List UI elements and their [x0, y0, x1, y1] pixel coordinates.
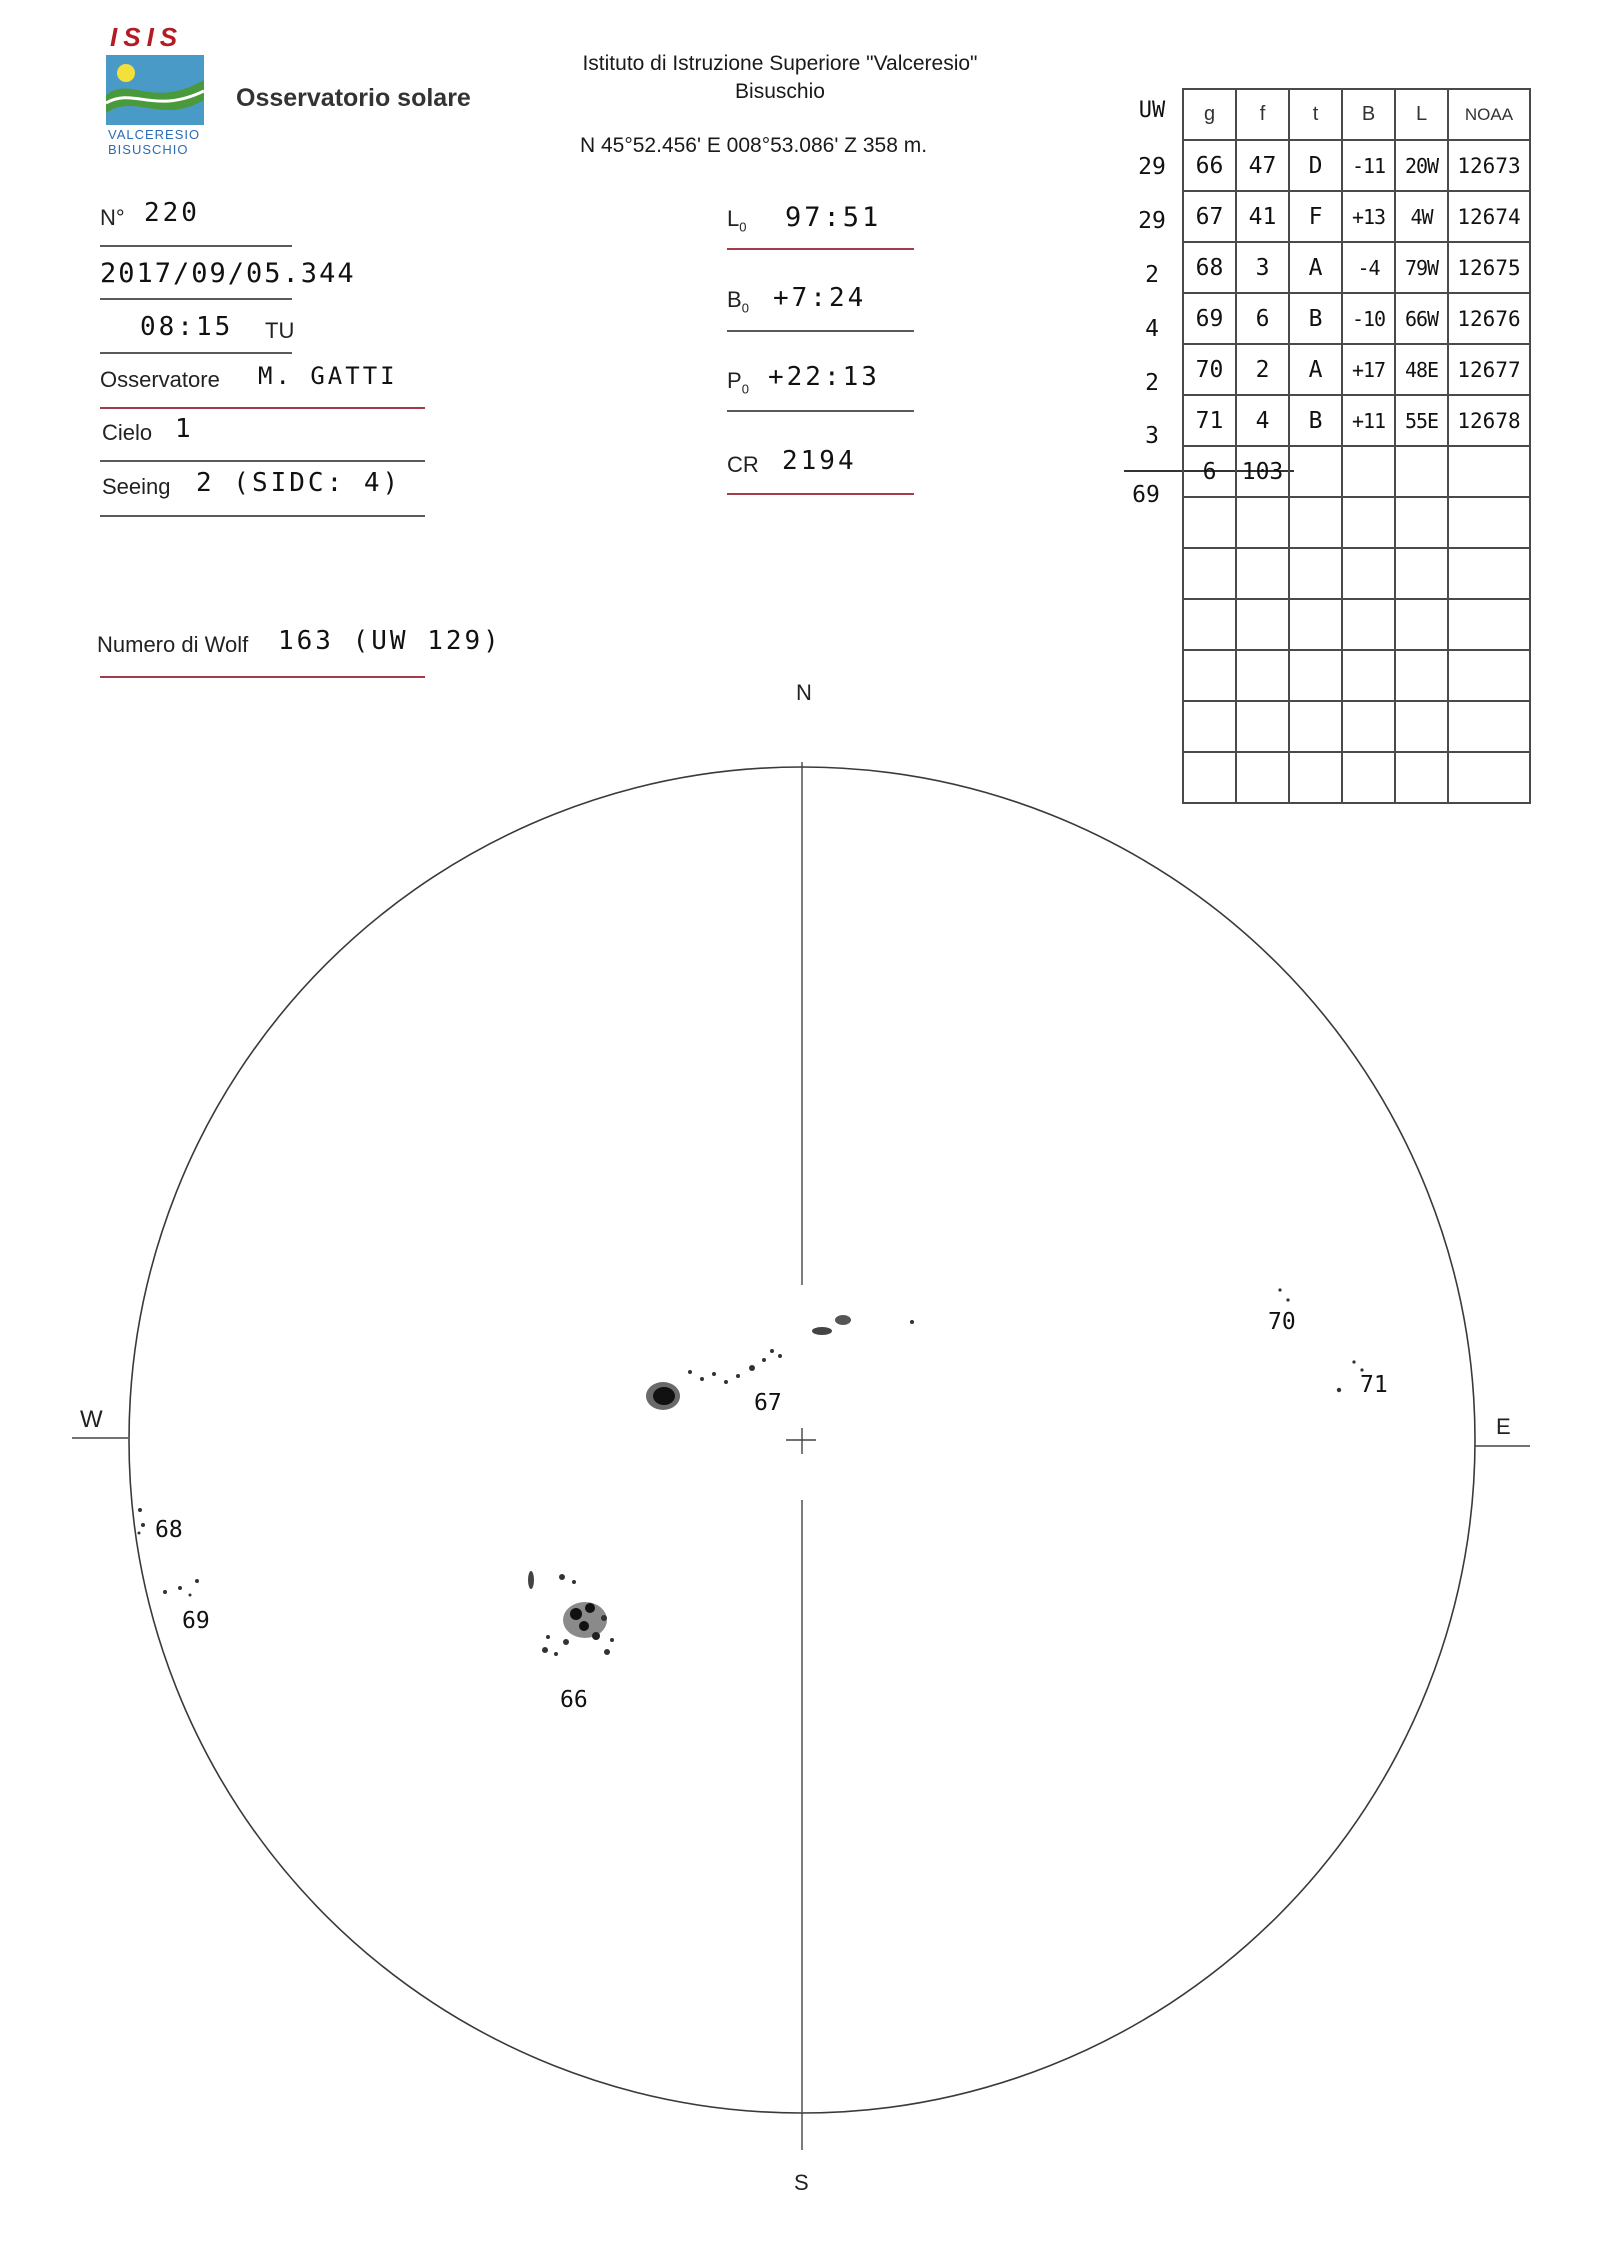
cell-noaa: 12675	[1448, 242, 1530, 293]
observer-label: Osservatore	[100, 367, 220, 392]
cell-t: A	[1289, 344, 1342, 395]
sunspot-umbra	[585, 1603, 595, 1613]
cell-t: D	[1289, 140, 1342, 191]
cell-b: -4	[1342, 242, 1395, 293]
cell-l: 20W	[1395, 140, 1448, 191]
sunspot	[601, 1615, 607, 1621]
sunspot	[554, 1652, 558, 1656]
cell-noaa: 12677	[1448, 344, 1530, 395]
cell-noaa: 12674	[1448, 191, 1530, 242]
group-label-66: 66	[560, 1687, 588, 1713]
sunspot	[542, 1647, 548, 1653]
logo-caption-line1: VALCERESIO	[108, 127, 201, 142]
uw-value: 4	[1145, 316, 1159, 342]
p0-label: $P_0$	[727, 368, 749, 397]
logo-caption-line2: BISUSCHIO	[108, 142, 189, 157]
page-title: Osservatorio solare	[236, 84, 471, 112]
time-unit: TU	[265, 318, 295, 343]
institute-location: Bisuschio	[735, 80, 825, 103]
sunspot	[546, 1635, 550, 1639]
column-header: t	[1289, 89, 1342, 140]
column-header: NOAA	[1448, 89, 1530, 140]
sunspot	[778, 1354, 782, 1358]
sunspot	[189, 1594, 192, 1597]
cell-g: 67	[1183, 191, 1236, 242]
cell-f: 6	[1236, 293, 1289, 344]
sunspot-group-69	[163, 1579, 199, 1597]
sunspot-umbra	[592, 1632, 600, 1640]
sunspot	[1337, 1388, 1341, 1392]
cell-f: 4	[1236, 395, 1289, 446]
sunspot	[559, 1574, 565, 1580]
column-header: g	[1183, 89, 1236, 140]
b0-label: $B_0$	[727, 287, 749, 316]
south-label: S	[794, 2170, 809, 2195]
observer-name: M. GATTI	[258, 362, 398, 390]
sunspot-umbra	[570, 1608, 582, 1620]
cell-f: 41	[1236, 191, 1289, 242]
carrington-rotation: 2194	[782, 446, 857, 476]
cell-b: +17	[1342, 344, 1395, 395]
wolf-label: Numero di Wolf	[97, 632, 249, 657]
p0-value: +22:13	[768, 362, 880, 392]
column-header: B	[1342, 89, 1395, 140]
uw-value: 29	[1138, 208, 1166, 234]
column-header: f	[1236, 89, 1289, 140]
uw-header: UW	[1138, 98, 1166, 123]
sunspot	[1352, 1360, 1355, 1363]
sunspot-umbra	[579, 1621, 589, 1631]
uw-value: 2	[1145, 370, 1159, 396]
sunspot-group-66	[528, 1571, 614, 1656]
institute-name: Istituto di Istruzione Superiore "Valceresio"	[582, 52, 978, 75]
total-f: 103	[1236, 446, 1289, 497]
sunspot	[835, 1315, 851, 1325]
cell-f: 2	[1236, 344, 1289, 395]
cell-b: +11	[1342, 395, 1395, 446]
sunspot	[528, 1571, 534, 1589]
uw-value: 3	[1145, 423, 1159, 449]
observation-number: 220	[144, 198, 200, 228]
group-label-69: 69	[182, 1608, 210, 1634]
uw-value: 2	[1145, 262, 1159, 288]
sunspot	[141, 1523, 145, 1527]
sunspot-umbra	[653, 1387, 675, 1405]
cell-f: 3	[1236, 242, 1289, 293]
cell-g: 71	[1183, 395, 1236, 446]
sunspot	[572, 1580, 576, 1584]
sunspot-penumbra	[563, 1602, 607, 1638]
cell-t: B	[1289, 293, 1342, 344]
cell-g: 69	[1183, 293, 1236, 344]
sunspot	[724, 1380, 728, 1384]
cell-g: 66	[1183, 140, 1236, 191]
b0-value: +7:24	[773, 283, 867, 313]
cell-t: A	[1289, 242, 1342, 293]
cell-l: 79W	[1395, 242, 1448, 293]
sunspot	[812, 1327, 832, 1335]
sunspot	[178, 1586, 182, 1590]
sunspot	[749, 1365, 755, 1371]
total-g: 6	[1183, 446, 1236, 497]
cell-b: -11	[1342, 140, 1395, 191]
sunspot	[700, 1377, 704, 1381]
wolf-number: 163 (UW 129)	[278, 626, 502, 656]
group-label-68: 68	[155, 1517, 183, 1543]
uw-total: 69	[1132, 482, 1160, 508]
seeing-value: 2 (SIDC: 4)	[196, 468, 402, 498]
cell-noaa: 12673	[1448, 140, 1530, 191]
group-label-70: 70	[1268, 1309, 1296, 1335]
sunspot	[712, 1372, 716, 1376]
cell-g: 70	[1183, 344, 1236, 395]
cell-t: B	[1289, 395, 1342, 446]
group-label-67: 67	[754, 1390, 782, 1416]
sunspot	[1286, 1298, 1289, 1301]
cell-l: 4W	[1395, 191, 1448, 242]
sunspot-group-68	[138, 1508, 146, 1535]
sunspot	[688, 1370, 692, 1374]
west-label: W	[80, 1406, 103, 1433]
east-label: E	[1496, 1414, 1511, 1439]
sunspot	[163, 1590, 167, 1594]
sunspot	[604, 1649, 610, 1655]
sunspot-group-70	[1278, 1288, 1289, 1301]
logo-wordmark: ISIS	[110, 22, 184, 52]
cell-t: F	[1289, 191, 1342, 242]
cell-noaa: 12678	[1448, 395, 1530, 446]
sunspot	[910, 1320, 914, 1324]
cr-label: CR	[727, 452, 759, 477]
l0-label: $L_0$	[727, 206, 747, 235]
sunspot	[610, 1638, 614, 1642]
l0-value: 97:51	[785, 202, 882, 233]
sunspot	[138, 1508, 142, 1512]
observation-date: 2017/09/05.344	[100, 258, 356, 289]
seeing-label: Seeing	[102, 474, 171, 499]
site-coordinates: N 45°52.456' E 008°53.086' Z 358 m.	[580, 134, 928, 157]
sunspot	[736, 1374, 740, 1378]
north-label: N	[796, 680, 812, 705]
cell-f: 47	[1236, 140, 1289, 191]
sky-label: Cielo	[102, 420, 153, 445]
uw-value: 29	[1138, 154, 1166, 180]
sunspot	[563, 1639, 569, 1645]
column-header: L	[1395, 89, 1448, 140]
cell-l: 55E	[1395, 395, 1448, 446]
cell-g: 68	[1183, 242, 1236, 293]
sunspot	[770, 1349, 774, 1353]
cell-l: 66W	[1395, 293, 1448, 344]
sunspot	[1278, 1288, 1281, 1291]
cell-noaa: 12676	[1448, 293, 1530, 344]
sunspot	[762, 1358, 766, 1362]
cell-l: 48E	[1395, 344, 1448, 395]
observation-time: 08:15	[140, 312, 234, 342]
cell-b: -10	[1342, 293, 1395, 344]
sky-value: 1	[175, 414, 194, 444]
sunspot	[138, 1532, 141, 1535]
group-label-71: 71	[1360, 1372, 1388, 1398]
cell-b: +13	[1342, 191, 1395, 242]
sunspot	[195, 1579, 199, 1583]
number-label: N°	[100, 205, 125, 230]
